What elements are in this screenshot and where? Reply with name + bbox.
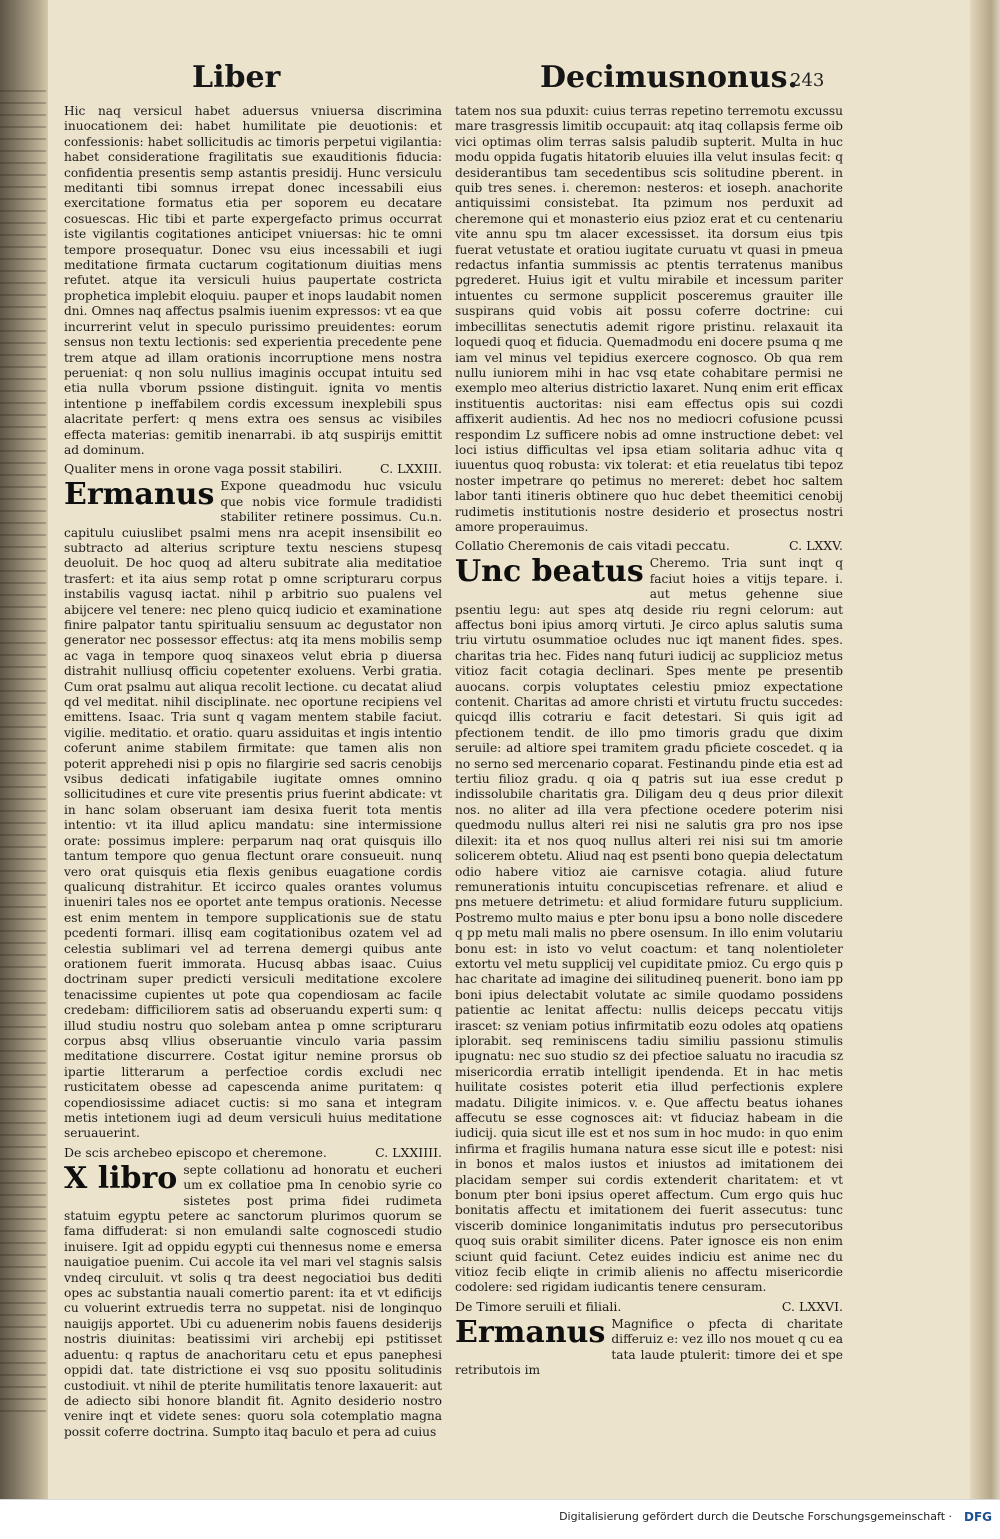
- page-edge: [970, 0, 1000, 1500]
- text-paragraph: tatem nos sua pduxit: cuius terras repetino terremotu excussu mare trasgressis limitib occupauit: atq itaq collapsis ferme oib vici optimas olim terras salsis paludib supterit. Multa in huc modu oppida fugatis hitatorib eluuies illa velut insulas fecit: q desiderantibus tam secedentibus scis solitudine pberent. in quib tres senes. i. cheremon: nesteros: et ioseph. anachorite antiquissimi consistebat. Ita pzimum nos perduxit ad cheremone qui et monasterio eius pzioz erat et cu centenariu vite annu spu tm alacer excessisset. ita dorsum eius tpis fuerat vetustate et oratiou iugitate curuatu vt quasi in pmeua redactus infantia summissis ac ptentis terratenus manibus pgrederet. Huius igit et vultu mirabile et incessum pariter intuentes cu sermone supplicit posceremus grauiter ille suspirans quid vobis ait possu coferre doctrine: cui imbecillitas senectutis ademit rigore pristinu. relaxauit ita loquedi quoq et fiducia. Quemadmodu eni docere psuma q me iam vel minus vel tepidius exercere cognosco. Ob qua rem nullu iuniorem mihi in hac vsq etate cohabitare permisi ne exemplo meo alterius districtio laxaret. Nunq enim erit efficax instituentis auctoritas: nisi eam effectus opis sui cozdi affixerit audientis. Ad hec nos no mediocri cofusione pcussi respondim Lz sufficere nobis ad omne instructione debet: vel loci istius difficultas vel ipsa etiam solitaria adhuc vita q iuuentus quoq robusta: vix tolerat: et etia reuelatus tibi tepoz noster impetrare qo petimus no mereret: debet hoc saltem labor tanti itineris obtinere quo huc debet theemitici cenobij rudimetis institutionis nostre desiderio et prosectus nostri amore properauimus.: [455, 104, 843, 534]
- chapter-rubric: [64, 1145, 442, 1160]
- rubric-title: Collatio Cheremonis de cais vitadi peccatu.: [455, 538, 730, 554]
- rubric-title: De Timore seruili et filiali.: [455, 1298, 622, 1314]
- chapter-section: [455, 1314, 843, 1379]
- chapter-number: C. LXXVI.: [781, 1298, 843, 1314]
- footer-bar: [0, 1499, 1000, 1539]
- decorated-initial: Ermanus: [64, 477, 215, 513]
- rubric-title: De scis archebeo episcopo et cheremone.: [64, 1144, 327, 1160]
- chapter-section: [64, 1160, 442, 1440]
- chapter-number: C. LXXIII.: [380, 461, 442, 477]
- decorated-initial: Ermanus: [455, 1314, 606, 1350]
- chapter-rubric: [455, 538, 843, 553]
- section-text: Magnifice o pfecta di charitate differuiz e: vez illo nos mouet q cu ea tata laude ptulerit: timore dei et spe retributois im: [455, 1316, 843, 1378]
- dfg-logo: DFG: [963, 1510, 992, 1524]
- text-paragraph: Hic naq versicul habet aduersus vniuersa discrimina inuocationem dei: habet humilitate pie deuotionis: et confessionis: habet sollicitudis ac timoris perpetui vigilantia: habet consideratione fragilitatis sue exauditionis fiducia: confidentia presentis semp astantis presidij. Hunc versiculu meditanti tibi somnus irrepat donec incessabili eius exercitatione formatus etia per soporem eu decatare cosuescas. Hic tibi et parte expergefacto primus occurrat iste vigilantis cogitationes anticipet vniuersas: hic te omni tempore prosequatur. Donec vsu eius incessabili et iugi meditatione firmata cuctarum cogitationum diuitias mens refutet. atque ita versiculi huius paupertate costricta prophetica implebit eloquiu. pauper et inops laudabit nomen dni. Omnes naq affectus psalmis iuenim expressos: vt ea que incurrerint velut in speculo purissimo preuidentes: eorum sensus non textu lectionis: sed experientia precedente pene trem atque ad illam orationis incorruptione mens nostra perueniat: q non solu nullius imaginis occupat intuitu sed etia nulla vborum pssione distinguit. ignita vo mentis intentione p ineffabilem cordis excessum inexplebili spus alacritate perfert: q mens extra oes sensus ac visibiles effecta materias: gemitib inenarrabi. ib atq suspirijs emittit ad dominum.: [64, 104, 442, 457]
- section-text: Expone queadmodu huc vsiculu que nobis vice formule tradidisti stabiliter retinere possimus. Cu.n. capitulu cuiuslibet psalmi mens nra acepit insensibilit eo subtracto ad alterius scripture textu nesciens stupesq deuoluit. De hoc quoq ad alteru subitrate alia meditatioe trasfert: et ita aius semp rotat p omne scripturaru corpus instabilis vagusq iactat. nihil p arbitrio suo pualens vel abijcere vel tenere: nec pleno quicq iudicio et examinatione finire palpator tantu spiritualiu sensuum ac degustator non generator nec possessor effectus: atq ita mens mobilis semp ac vaga in tempore quoq sinaxeos velut ebria p diuersa distrahit nulliusq officiu copetenter exoluens. Verbi gratia. Cum orat psalmu aut aliqua recolit lectione. cu decatat aliud qd vel meditat. nihil disciplinate. nec oportune recipiens vel emittens. Isaac. Tria sunt q vagam mentem stabile faciut. vigilie. meditatio. et oratio. quaru assiduitas et ingis intentio coferunt anime stabilem firmitate: que tamen alis non poterit apprehedi nisi p opis no filargirie sed sacris cenobijs vsibus dedicati infatigabile iugitate omnes omnino sollicitudines et cure vite presentis prius fuerint abdicate: vt in hanc solam obseruant iam desixa fuerit tota mentis intentio: vt ita illud aplicu mandatu: sine intermissione orate: possimus implere: perparum naq orat quisquis illo tantum tempore quo genua flectunt orare consueuit. nunq vero orat quisquis etia flexis genibus euagatione cordis qualicunq distrahitur. Et iccirco quales orantes volumus inueniri tales nos ee oportet ante tempus orationis. Necesse est enim mentem in tempore supplicationis sue de statu pcedenti formari. illisq eam cogitationibus ozatem vel ad celestia sublimari vel ad terrena demergi quibus ante orationem fuerit immorata. Hucusq abbas isaac. Cuius doctrinam super predicti versiculi meditatione excolere tenacissime cupientes ut pote qua copendiosam ac facile credebam: difficiliorem satis ad obseruandu experti sum: q illud studiu nostru quo solebam antea p omne scripturaru corpus absq vllius obseruantie vinculo varia passim meditatione discurrere. Costat igitur nemine prorsus ob ipartie litterarum a perfectioe cordis excludi nec rusticitatem obesse ad capescenda anime puritatem: q copendiosissime adiacet cuctis: si mo sana et integram metis intetionem iugi ad deum versiculi huius meditatione seruauerint.: [64, 479, 442, 1141]
- running-head-right: Decimusnonus.: [540, 60, 798, 95]
- chapter-number: C. LXXIIII.: [375, 1144, 442, 1160]
- funding-notice: Digitalisierung gefördert durch die Deutsche Forschungsgemeinschaft ·: [559, 1510, 952, 1523]
- running-head-left: Liber: [192, 60, 281, 95]
- chapter-rubric: [64, 461, 442, 476]
- chapter-number: C. LXXV.: [789, 538, 843, 554]
- chapter-section: [64, 479, 442, 1141]
- chapter-section: [455, 556, 843, 1296]
- rubric-title: Qualiter mens in orone vaga possit stabiliri.: [64, 461, 343, 477]
- chapter-rubric: [455, 1299, 843, 1314]
- previous-page-edge: [0, 90, 46, 1420]
- decorated-initial: X libro: [64, 1160, 178, 1196]
- left-column: [64, 104, 442, 1442]
- section-text: septe collationu ad honoratu et eucheri um ex collatioe pma In cenobio syrie co sistetes post prima fidei rudimeta statuim egyptu petere ac sanctorum plurimos quorum se fama diffuderat: si non emulandi salte cognoscedi studio inuisere. Igit ad oppidu egypti cui thennesus nome e emersa nauigatioe puenim. Cui accole ita vel mari vel stagnis salsis vndeq circuluit. vt solis q tra deest negociatioi bus dediti opes ac substantia nauali comertio parent: ita et vt edificijs cu voluerint extruedis terra no suppetat. nisi de longinquo nauigijs apportet. Ubi cu aduenerim nobis fauens desiderijs nostris diuinitas: beatissimi viri archebij epi pstitisset aduentu: q raptus de anachoritaru cetu et epus panephesi oppidi dat. tate districtione ei vsq suo ppositu solitudinis custodiuit. vt nihil de pterite humilitatis tenore laxauerit: aut de adiecto sibi honore blandit fit. Agnito desiderio nostro venire inqt et videte senes: quoru sola cotemplatio magna possit coferre doctrina. Sumpto itaq baculo et pera ad cuius: [64, 1162, 442, 1439]
- folio-number: 243: [790, 70, 825, 91]
- decorated-initial: Unc beatus: [455, 554, 644, 590]
- section-text: Cheremo. Tria sunt inqt q faciut hoies a vitijs tepare. i. aut metus gehenne siue psentiu legu: aut spes atq deside riu regni celorum: aut affectus boni ipius amorq virtuti. Je circo aplus salutis suma triu virtutu osummatioe ocludes nuc iqt manent fides. spes. charitas tria hec. Fides nanq futuri iudicij ac supplicioz metus vitioz facit cotagia declinari. Spes mente pe presentib auocans. corpis voluptates celestiu pmioz expectatione contenit. Charitas ad amore christi et virtutu fructu succedes: quicqd illis cotrariu e facit detestari. Si quis igit ad pfectionem tendit. de illo pmo timoris gradu que dixim seruile: ad altiore spei tramitem gradu pficiete coscedet. q ia no serno sed mercenario coparat. Festinandu pinde etia est ad tertiu filioz gradu. q oia q patris sut iua esse credut p indissolubile charitatis gra. Diligam deu q deus prior dilexit nos. no aliter ad illa vera pfectione ocedere poterim nisi quedmodu nullus alteri rei nisi ne salutis gra pro nos ipse dilexit: ita et nos quoq nullus alteri rei nisi sui tm amorie solicerem obtetu. Aliud naq est psenti bono quepia delectatum odio habere vitioz aie carnisve cotagia. aliud future remunerationis intuitu concupiscetias refrenare. et aliud e pns metuere detrimetu: et aliud formidare futuru supplicium. Postremo multo maius e pter bonu ipsu a bono nolle discedere q pp metu mali malis no pbere osensum. In illo enim volutariu bonu est: in isto vo velut coactum: et tanq nolentioleter extortu vel metu supplicij vel cupiditate pmioz. Cu ergo quis p hac charitate ad imagine dei silitudineq puenerit. bono iam pp boni ipius delectabit volutate ac simile quodamo possidens patientie ac lenitat affectu: nullis deiceps peccatu vitijs irascet: sz veniam potius infirmitatib eozu odoles atq opatiens iplorabit. seq reminiscens tadiu similiu passionu stimulis ipugnatu: nec suo studio sz dei pfectioe saluatu no iracudia sz misericordia erratib intelligit ipendenda. Et in hac metis huilitate cosistes poterit etia illud perfectionis explere madatu. Diligite inimicos. v. e. Que affectu beatus iohanes affecutu se esse cognosces ait: vt fiduciaz habeam in die iudicij. quia sicut ille est et nos sum in hoc mudo: in quo enim infirma et fragilis humana natura esse sicut ille e potest: nisi in bonos et malos iustos et iniustos ad imitationem dei placidam semper sui cordis extenderit charitatem: et vt bonum pter boni ipsius operet affectum. Cum ergo quis huc bonitatis affectu et imitationem dei fuerit assecutus: tunc viscerib dominice longanimitatis indutus pro persecutoribus quoq suis orabit similiter dicens. Pater ignosce eis non enim sciunt quid faciunt. Cetez euides indiciu est anime nec du vitioz fecib eliqte in crimib alienis no affectu misericordie codolere: sed rigidam iudicantis tenere censuram.: [455, 556, 843, 1295]
- right-column: [455, 104, 843, 1381]
